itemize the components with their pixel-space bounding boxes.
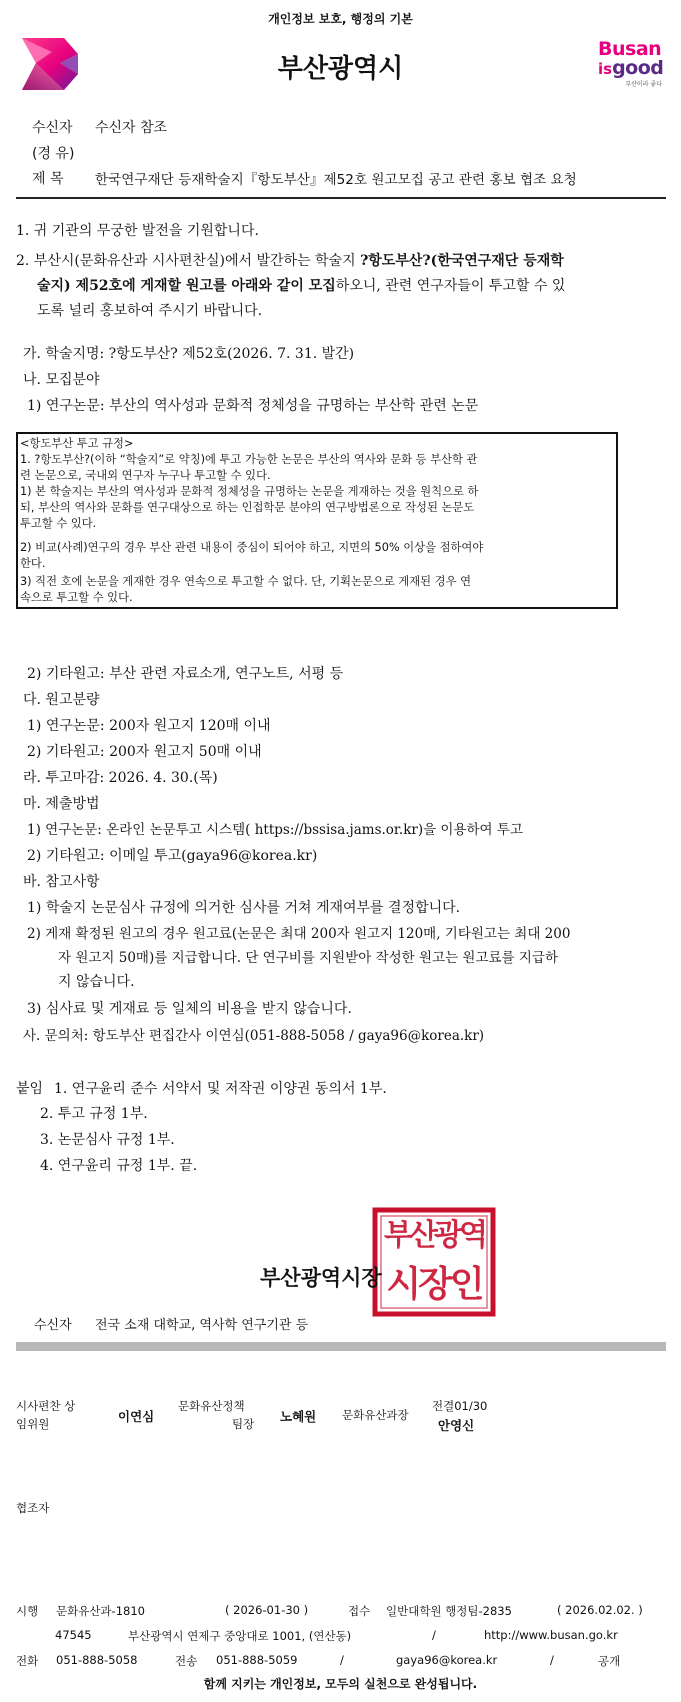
logo-word-busan: Busan [598, 38, 662, 60]
subject-value: 한국연구재단 등재학술지『항도부산』제52호 원고모집 공고 관련 홍보 협조 요청 [95, 172, 577, 188]
exec-value: 문화유산과-1810 [56, 1604, 145, 1618]
item-na-1: 1) 연구논문: 부산의 역사성과 문화적 정체성을 규명하는 부산학 관련 논문 [27, 398, 479, 414]
item-ma: 마. 제출방법 [23, 796, 100, 812]
item-ba-1: 1) 학술지 논문심사 규정에 의거한 심사를 거쳐 게재여부를 결정합니다. [27, 900, 461, 916]
seal-text-line-1: 부산광역 [384, 1218, 484, 1253]
disclosure-status: 공개 [598, 1654, 621, 1668]
para-2-bold-1: ?항도부산?(한국연구재단 등재학 [360, 253, 564, 269]
item-na: 나. 모집분야 [23, 372, 100, 388]
approver-1-title-l1: 시사편찬 상 [16, 1399, 76, 1413]
item-ma-1: 1) 연구논문: 온라인 논문투고 시스템( https://bssisa.jams.or.kr)을 이용하여 투고 [27, 822, 523, 838]
approver-3-title: 문화유산과장 [342, 1408, 409, 1422]
top-slogan: 개인정보 보호, 행정의 기본 [268, 12, 413, 26]
rules-title: <항도부산 투고 규정> [20, 437, 134, 450]
header-divider [16, 197, 666, 199]
official-seal [372, 1207, 496, 1317]
item-ba-2-line-1: 2) 게재 확정된 원고의 경우 원고료(논문은 최대 200자 원고지 120매, 기타원고는 최대 200 [27, 926, 571, 942]
phone-label: 전화 [16, 1654, 39, 1668]
exec-date: ( 2026-01-30 ) [225, 1603, 309, 1617]
phone-value: 051-888-5058 [56, 1653, 138, 1667]
cooperator-label: 협조자 [16, 1501, 50, 1515]
recv-value: 일반대학원 행정팀-2835 [386, 1604, 512, 1618]
subject-label: 제 목 [32, 171, 64, 187]
recipient-value: 수신자 참조 [95, 120, 168, 136]
recipient-label: 수신자 [32, 120, 73, 136]
rules-line: 1) 본 학술지는 부산의 역사성과 문화적 정체성을 규명하는 논문을 게재하는 것을 원칙으로 하 [20, 485, 479, 498]
item-da-2: 2) 기타원고: 200자 원고지 50매 이내 [27, 744, 262, 760]
para-2-line-3: 도록 널리 홍보하여 주시기 바랍니다. [37, 303, 263, 319]
para-2-line-1 [16, 249, 564, 274]
item-ga: 가. 학술지명: ?항도부산? 제52호(2026. 7. 31. 발간) [23, 346, 355, 362]
rules-line: 한다. [20, 557, 46, 570]
item-ma-2: 2) 기타원고: 이메일 투고(gaya96@korea.kr) [27, 848, 318, 864]
approver-1-name: 이연심 [118, 1409, 155, 1424]
rules-line: 1. ?항도부산?(이하 “학술지”로 약칭)에 투고 가능한 논문은 부산의 역사와 문화 등 부산학 관 [20, 453, 478, 466]
approver-3-name: 안영신 [438, 1418, 475, 1433]
logo-sub: 부산이라 좋다 [625, 81, 662, 88]
para-2-a: 2. 부산시(문화유산과 시사편찬실)에서 발간하는 학술지 [16, 253, 361, 269]
item-ra: 라. 투고마감: 2026. 4. 30.(목) [23, 770, 218, 786]
exec-label: 시행 [16, 1604, 39, 1618]
final-recipients-value: 전국 소재 대학교, 역사학 연구기관 등 [95, 1318, 309, 1333]
item-ba-2-line-3: 지 않습니다. [58, 974, 135, 990]
approver-2-title-l2: 팀장 [232, 1417, 255, 1431]
rules-line: 련 논문으로, 국내외 연구자 누구나 투고할 수 있다. [20, 469, 271, 482]
issuer-name: 부산광역시장 [260, 1266, 382, 1290]
rules-line: 속으로 투고할 수 있다. [20, 591, 133, 604]
para-2-rest-2: 하오니, 관련 연구자들이 투고할 수 있 [335, 278, 566, 294]
para-1: 1. 귀 기관의 무궁한 발전을 기원합니다. [16, 223, 259, 239]
separator: / [432, 1628, 436, 1642]
fax-label: 전송 [175, 1654, 198, 1668]
para-2-bold-2: 술지) 제52호에 게재할 원고를 아래와 같이 모집 [37, 278, 336, 294]
logo-word-good: good [612, 57, 664, 79]
recipients-divider [16, 1342, 666, 1351]
item-ba-2-line-2: 자 원고지 50매)를 지급합니다. 단 연구비를 지원받아 작성한 원고는 원고료를 지급하 [58, 950, 559, 966]
address: 부산광역시 연제구 중앙대로 1001, (연산동) [128, 1629, 352, 1643]
separator: / [550, 1653, 554, 1667]
attachment-item: 2. 투고 규정 1부. [40, 1106, 148, 1122]
email-link[interactable]: gaya96@korea.kr [396, 1653, 498, 1667]
recv-label: 접수 [348, 1604, 371, 1618]
seal-text-line-2: 시장인 [386, 1264, 482, 1305]
approver-1-title-l2: 임위원 [16, 1417, 50, 1431]
via-label: (경 유) [32, 146, 75, 162]
approver-2-name: 노혜원 [280, 1409, 317, 1424]
item-da-1: 1) 연구논문: 200자 원고지 120매 이내 [27, 718, 271, 734]
fax-value: 051-888-5059 [216, 1653, 298, 1667]
item-da: 다. 원고분량 [23, 692, 100, 708]
final-recipients-label: 수신자 [34, 1318, 72, 1333]
rules-line: 투고할 수 있다. [20, 517, 97, 530]
bottom-slogan: 함께 지키는 개인정보, 모두의 실천으로 완성됩니다. [203, 1677, 478, 1691]
zip-code: 47545 [55, 1628, 92, 1642]
attachment-item: 3. 논문심사 규정 1부. [40, 1132, 175, 1148]
attachment-item: 4. 연구윤리 규정 1부. 끝. [40, 1158, 198, 1174]
logo-word-is: is [598, 60, 613, 78]
recv-date: ( 2026.02.02. ) [557, 1603, 643, 1617]
rules-line: 되, 부산의 역사와 문화를 연구대상으로 하는 인접학문 분야의 연구방법론으로 작성된 논문도 [20, 501, 475, 514]
item-na-2: 2) 기타원고: 부산 관련 자료소개, 연구노트, 서평 등 [27, 666, 344, 682]
separator: / [340, 1653, 344, 1667]
rules-line: 2) 비교(사례)연구의 경우 부산 관련 내용이 중심이 되어야 하고, 지면의 50% 이상을 점하여야 [20, 541, 484, 554]
homepage-link[interactable]: http://www.busan.go.kr [484, 1628, 618, 1642]
approver-3-date: 전결01/30 [432, 1399, 488, 1413]
rules-line: 3) 직전 호에 논문을 게재한 경우 연속으로 투고할 수 없다. 단, 기획논문으로 게재된 경우 연 [20, 575, 472, 588]
item-sa: 사. 문의처: 항도부산 편집간사 이연심(051-888-5058 / gaya96@korea.kr) [23, 1028, 485, 1044]
busan-is-good-logo [598, 40, 668, 96]
approver-2-title-l1: 문화유산정책 [178, 1399, 245, 1413]
attachments-label: 붙임 [16, 1081, 44, 1097]
item-ba: 바. 참고사항 [23, 874, 100, 890]
attachment-item: 1. 연구윤리 준수 서약서 및 저작권 이양권 동의서 1부. [54, 1081, 387, 1097]
para-2-line-2 [37, 274, 565, 299]
org-title: 부산광역시 [277, 54, 404, 84]
item-ba-3: 3) 심사료 및 게재료 등 일체의 비용을 받지 않습니다. [27, 1001, 352, 1017]
